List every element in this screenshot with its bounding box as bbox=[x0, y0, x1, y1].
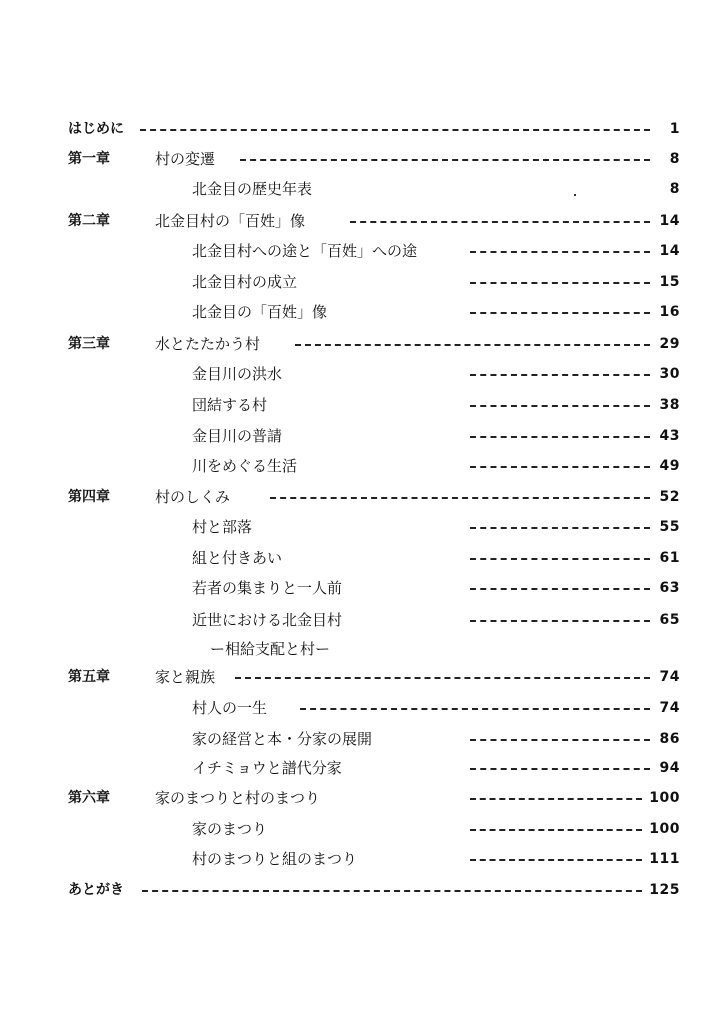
toc-page-number: 65 bbox=[659, 612, 680, 628]
toc-row-section[interactable] bbox=[0, 392, 720, 418]
toc-page-number: 86 bbox=[659, 731, 680, 747]
dot-leader bbox=[470, 282, 650, 284]
toc-title: 村のしくみ bbox=[155, 484, 236, 510]
dot-leader bbox=[470, 558, 650, 560]
toc-title: 家と親族 bbox=[155, 664, 221, 690]
toc-row-section[interactable] bbox=[0, 846, 720, 872]
toc-page-number: 61 bbox=[659, 550, 680, 566]
dot-leader bbox=[142, 890, 642, 892]
dot-leader bbox=[470, 739, 650, 741]
toc-page-number: 94 bbox=[659, 760, 680, 776]
toc-title: 川をめぐる生活 bbox=[192, 453, 303, 479]
toc-title: イチミョウと譜代分家 bbox=[192, 755, 348, 781]
toc-chapter-label: 第二章 bbox=[68, 213, 110, 229]
dot-leader bbox=[235, 677, 650, 679]
toc-page-number: 38 bbox=[659, 397, 680, 413]
toc-title: 若者の集まりと一人前 bbox=[192, 575, 348, 601]
dot-leader bbox=[470, 798, 642, 800]
toc-row-chapter-5[interactable] bbox=[0, 664, 720, 690]
toc-row-section[interactable] bbox=[0, 361, 720, 387]
dot-leader bbox=[470, 768, 650, 770]
toc-row-section[interactable] bbox=[0, 238, 720, 264]
toc-row-section[interactable] bbox=[0, 726, 720, 752]
toc-chapter-label: 第六章 bbox=[68, 790, 110, 806]
toc-row-chapter-4[interactable] bbox=[0, 484, 720, 510]
toc-row-section[interactable] bbox=[0, 545, 720, 571]
toc-page-number: 100 bbox=[649, 790, 680, 806]
toc-title: 家のまつりと村のまつり bbox=[155, 785, 326, 811]
toc-title: 家のまつり bbox=[192, 816, 273, 842]
dot-leader bbox=[300, 708, 650, 710]
toc-title: 北金目の歴史年表 bbox=[192, 176, 318, 202]
toc-title: 村のまつりと組のまつり bbox=[192, 846, 363, 872]
toc-title: 金目川の普請 bbox=[192, 423, 288, 449]
toc-title: 北金目村の成立 bbox=[192, 269, 303, 295]
dot-leader bbox=[470, 829, 642, 831]
toc-page-number: 125 bbox=[649, 882, 680, 898]
dot-leader bbox=[470, 588, 650, 590]
toc-page-number: 111 bbox=[649, 851, 680, 867]
dot-leader bbox=[470, 251, 650, 253]
toc-title: 村の変遷 bbox=[155, 146, 221, 172]
toc-row-chapter-1[interactable] bbox=[0, 146, 720, 172]
toc-row-section[interactable] bbox=[0, 816, 720, 842]
dot-leader bbox=[350, 221, 650, 223]
toc-title: はじめに bbox=[68, 116, 130, 142]
toc-title: 水とたたかう村 bbox=[155, 331, 266, 357]
dot-leader bbox=[470, 405, 650, 407]
toc-title: 団結する村 bbox=[192, 392, 273, 418]
toc-chapter-label: 第一章 bbox=[68, 151, 110, 167]
dot-leader bbox=[270, 497, 650, 499]
toc-title: 北金目村の「百姓」像 bbox=[155, 208, 311, 234]
toc-page-number: 55 bbox=[659, 519, 680, 535]
toc-title: 組と付きあい bbox=[192, 545, 288, 571]
toc-row-section[interactable] bbox=[0, 514, 720, 540]
toc-row-section[interactable] bbox=[0, 695, 720, 721]
section-subtitle: ー相給支配と村ー bbox=[210, 640, 331, 658]
toc-title: 家の経営と本・分家の展開 bbox=[192, 726, 378, 752]
dot-leader bbox=[470, 466, 650, 468]
toc-row-chapter-3[interactable] bbox=[0, 331, 720, 357]
toc-page-number: 29 bbox=[659, 336, 680, 352]
toc-row-section[interactable] bbox=[0, 176, 720, 202]
toc-page-number: 8 bbox=[669, 181, 680, 197]
toc-chapter-label: 第四章 bbox=[68, 489, 110, 505]
scan-speck bbox=[574, 194, 576, 196]
toc-title: 金目川の洪水 bbox=[192, 361, 288, 387]
dot-leader bbox=[470, 859, 642, 861]
toc-page-number: 52 bbox=[659, 489, 680, 505]
dot-leader bbox=[470, 436, 650, 438]
toc-page-number: 30 bbox=[659, 366, 680, 382]
toc-title: 近世における北金目村 bbox=[192, 607, 348, 633]
toc-title: 村人の一生 bbox=[192, 695, 273, 721]
toc-row-section[interactable] bbox=[0, 607, 720, 633]
toc-page-number: 100 bbox=[649, 821, 680, 837]
toc-chapter-label: 第三章 bbox=[68, 336, 110, 352]
toc-title: 北金目村への途と「百姓」への途 bbox=[192, 238, 423, 264]
toc-row-section[interactable] bbox=[0, 423, 720, 449]
toc-row-section[interactable] bbox=[0, 575, 720, 601]
toc-row-afterword[interactable] bbox=[0, 877, 720, 903]
dot-leader bbox=[140, 129, 650, 131]
toc-page-number: 14 bbox=[659, 213, 680, 229]
toc-page-number: 15 bbox=[659, 274, 680, 290]
toc-chapter-label: 第五章 bbox=[68, 669, 110, 685]
toc-title: あとがき bbox=[68, 877, 130, 903]
toc-row-section[interactable] bbox=[0, 269, 720, 295]
dot-leader bbox=[470, 374, 650, 376]
toc-page-number: 16 bbox=[659, 304, 680, 320]
toc-row-intro[interactable] bbox=[0, 116, 720, 142]
toc-title: 北金目の「百姓」像 bbox=[192, 299, 333, 325]
toc-row-section[interactable] bbox=[0, 755, 720, 781]
toc-page-number: 1 bbox=[669, 121, 680, 137]
toc-row-chapter-6[interactable] bbox=[0, 785, 720, 811]
toc-row-section[interactable] bbox=[0, 453, 720, 479]
toc-page-number: 8 bbox=[669, 151, 680, 167]
dot-leader bbox=[470, 527, 650, 529]
dot-leader bbox=[295, 344, 650, 346]
dot-leader bbox=[470, 312, 650, 314]
toc-page-number: 43 bbox=[659, 428, 680, 444]
toc-row-section[interactable] bbox=[0, 299, 720, 325]
toc-title: 村と部落 bbox=[192, 514, 258, 540]
toc-page-number: 14 bbox=[659, 243, 680, 259]
dot-leader bbox=[470, 620, 650, 622]
toc-page-number: 74 bbox=[659, 700, 680, 716]
toc-page-number: 74 bbox=[659, 669, 680, 685]
toc-page-number: 49 bbox=[659, 458, 680, 474]
dot-leader bbox=[240, 159, 650, 161]
toc-page-number: 63 bbox=[659, 580, 680, 596]
toc-row-chapter-2[interactable] bbox=[0, 208, 720, 234]
